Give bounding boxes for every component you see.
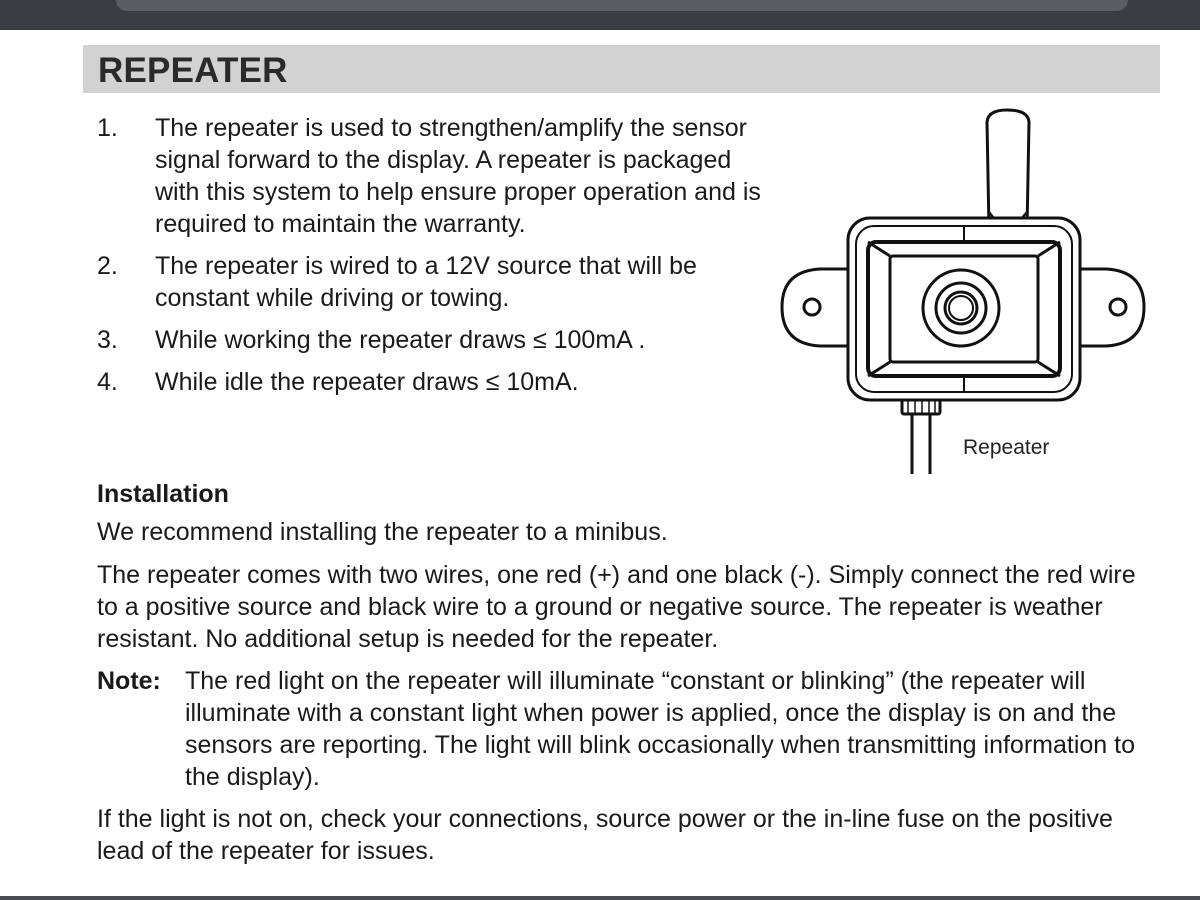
feature-list	[97, 112, 777, 408]
list-item	[97, 366, 777, 398]
figure-caption: Repeater	[963, 436, 1050, 459]
list-item	[97, 324, 777, 356]
section-header	[83, 45, 1160, 93]
list-item-text: While working the repeater draws ≤ 100mA .	[155, 326, 646, 354]
list-item	[97, 112, 777, 240]
power-wires	[912, 414, 930, 474]
antenna-shape	[987, 110, 1029, 230]
section-title: REPEATER	[98, 51, 288, 90]
top-bar-tab	[116, 0, 1128, 11]
bottom-divider	[0, 896, 1200, 900]
installation-section	[97, 478, 1157, 867]
note-block	[97, 665, 1157, 793]
list-item-number: 2.	[97, 252, 118, 280]
list-item-text: The repeater is used to strengthen/amplify the sensor signal forward to the display. A repeater is packaged with this system to help ensure proper operation and is required to maintain the warranty.	[155, 114, 761, 238]
top-bar	[0, 0, 1200, 30]
check-paragraph: If the light is not on, check your connections, source power or the in-line fuse on the positive lead of the repeater for issues.	[97, 805, 1113, 865]
wires-paragraph: The repeater comes with two wires, one red (+) and one black (-). Simply connect the red wire to a positive source and black wire to a ground or negative source. The repeater is weather resistant. No additional setup is needed for the repeater.	[97, 561, 1136, 653]
repeater-device-illustration	[778, 108, 1150, 478]
list-item	[97, 250, 777, 314]
list-item-number: 4.	[97, 368, 118, 396]
list-item-text: The repeater is wired to a 12V source that will be constant while driving or towing.	[155, 252, 697, 312]
recommend-paragraph: We recommend installing the repeater to a minibus.	[97, 518, 668, 546]
note-label: Note:	[97, 667, 161, 695]
list-item-number: 3.	[97, 326, 118, 354]
installation-heading: Installation	[97, 480, 229, 508]
list-item-text: While idle the repeater draws ≤ 10mA.	[155, 368, 579, 396]
list-item-number: 1.	[97, 114, 118, 142]
note-text: The red light on the repeater will illuminate “constant or blinking” (the repeater will illuminate with a constant light when power is applied, once the display is on and the sensors are reporting. The light will blink occasionally when transmitting information to the display).	[185, 667, 1135, 791]
